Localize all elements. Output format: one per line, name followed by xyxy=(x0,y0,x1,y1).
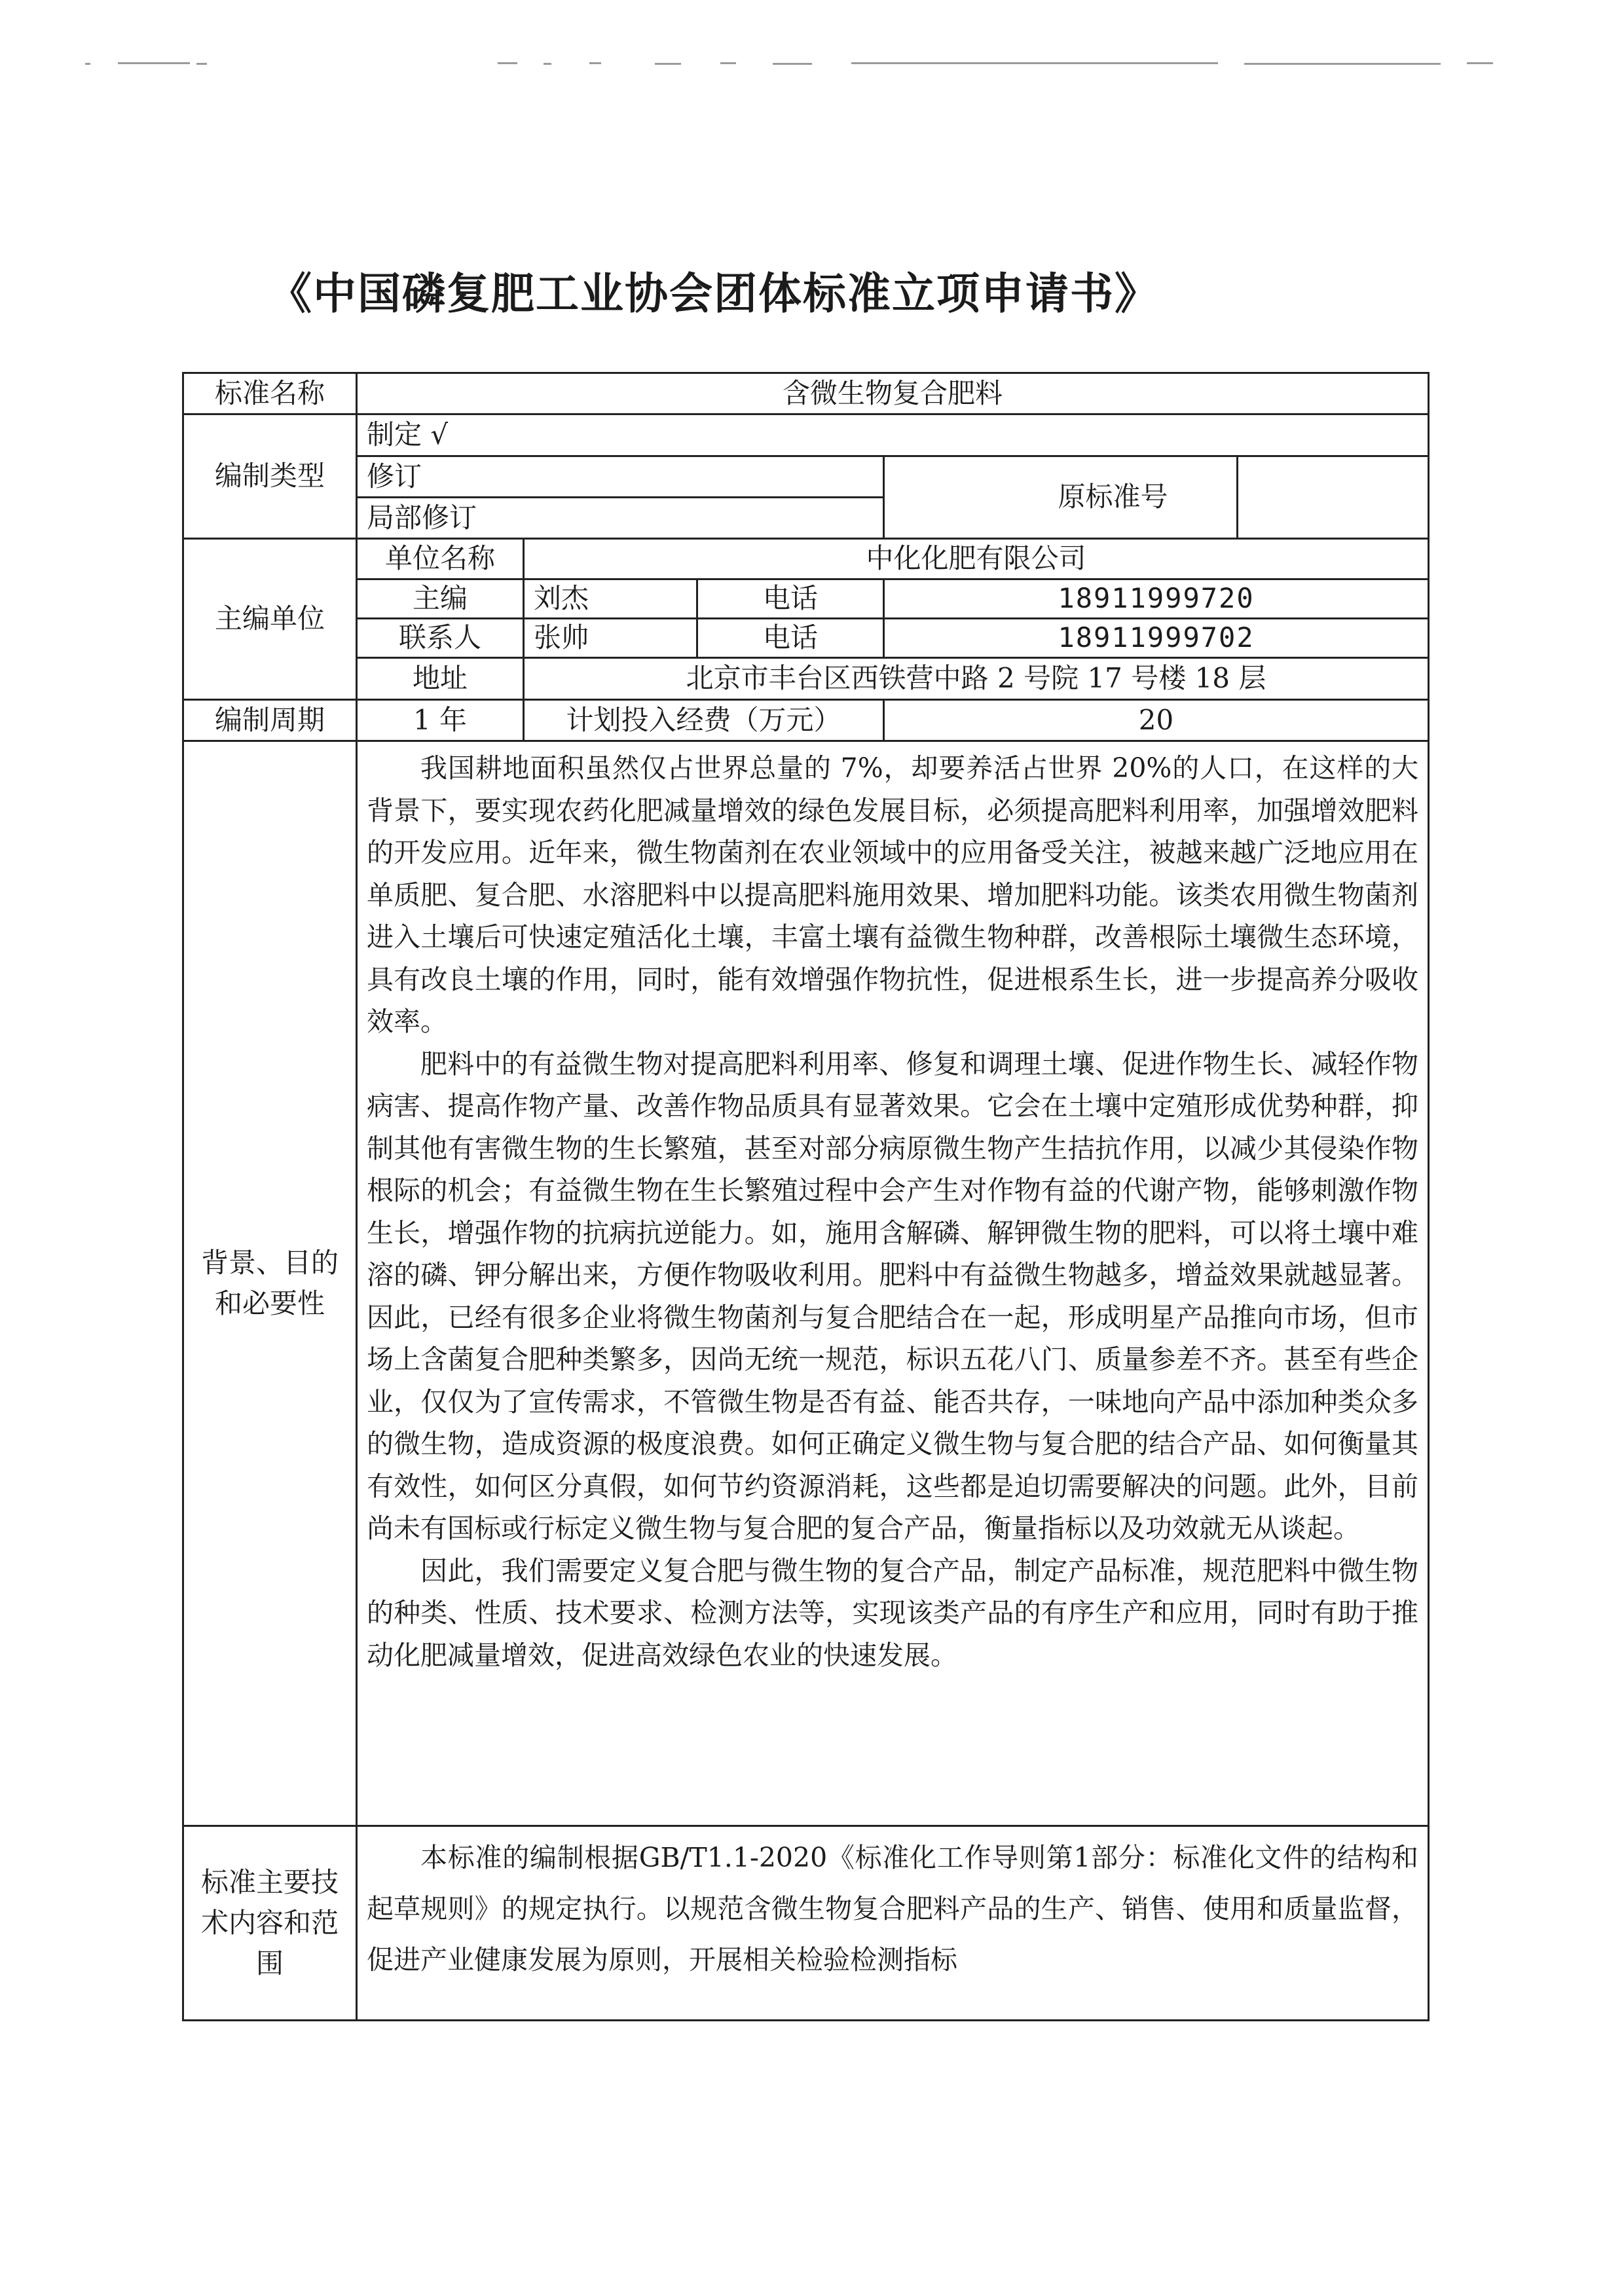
background-body xyxy=(357,741,1429,1826)
editor-phone-value: 18911999720 xyxy=(884,579,1429,619)
row-scope xyxy=(183,1826,1429,2021)
budget-label: 计划投入经费（万元） xyxy=(524,700,884,741)
standard-name-label: 标准名称 xyxy=(183,373,357,414)
unit-name-value: 中化化肥有限公司 xyxy=(524,539,1429,579)
background-paragraph: 肥料中的有益微生物对提高肥料利用率、修复和调理土壤、促进作物生长、减轻作物病害、提高作物产量、改善作物品质具有显著效果。它会在土壤中定殖形成优势种群，抑制其他有害微生物的生长繁殖，甚至对部分病原微生物产生拮抗作用，以减少其侵染作物根际的机会；有益微生物在生长繁殖过程中会产生对作物有益的代谢产物，能够刺激作物生长，增强作物的抗病抗逆能力。如，施用含解磷、解钾微生物的肥料，可以将土壤中难溶的磷、钾分解出来，方便作物吸收利用。肥料中有益微生物越多，增益效果就越显著。因此，已经有很多企业将微生物菌剂与复合肥结合在一起，形成明星产品推向市场，但市场上含菌复合肥种类繁多，因尚无统一规范，标识五花八门、质量参差不齐。甚至有些企业，仅仅为了宣传需求，不管微生物是否有益、能否共存，一味地向产品中添加种类众多的微生物，造成资源的极度浪费。如何正确定义微生物与复合肥的结合产品、如何衡量其有效性，如何区分真假，如何节约资源消耗，这些都是迫切需要解决的问题。此外，目前尚未有国标或行标定义微生物与复合肥的复合产品，衡量指标以及功效就无从谈起。 xyxy=(367,1048,1419,1544)
original-standard-number-value xyxy=(1238,456,1429,539)
row-compile-type-2 xyxy=(183,456,1429,498)
budget-value: 20 xyxy=(884,700,1429,741)
chief-editor-label: 主编 xyxy=(357,579,524,619)
contact-value: 张帅 xyxy=(524,619,697,658)
period-label: 编制周期 xyxy=(183,700,357,741)
row-background xyxy=(183,741,1429,1826)
contact-label: 联系人 xyxy=(357,619,524,658)
editor-phone-label: 电话 xyxy=(697,579,884,619)
document-title: 《中国磷复肥工业协会团体标准立项申请书》 xyxy=(268,268,1159,319)
row-address xyxy=(183,658,1429,700)
row-contact xyxy=(183,619,1429,658)
original-standard-number-label: 原标准号 xyxy=(884,456,1238,539)
address-label: 地址 xyxy=(357,658,524,700)
background-paragraph: 因此，我们需要定义复合肥与微生物的复合产品，制定产品标准，规范肥料中微生物的种类、性质、技术要求、检测方法等，实现该类产品的有序生产和应用，同时有助于推动化肥减量增效，促进高效绿色农业的快速发展。 xyxy=(367,1554,1419,1671)
row-chief-editor xyxy=(183,579,1429,619)
row-unit-name xyxy=(183,539,1429,579)
chief-editor-value: 刘杰 xyxy=(524,579,697,619)
period-value: 1 年 xyxy=(357,700,524,741)
compile-type-option-partial-revise: 局部修订 xyxy=(357,498,884,539)
compile-type-option-formulate: 制定 √ xyxy=(357,414,1429,456)
scope-text: 本标准的编制根据GB/T1.1-2020《标准化工作导则第1部分：标准化文件的结构和起草规则》的规定执行。以规范含微生物复合肥料产品的生产、销售、使用和质量监督，促进产业健康发展为原则，开展相关检验检测指标 xyxy=(367,1842,1419,1975)
scope-label: 标准主要技术内容和范围 xyxy=(183,1826,357,2021)
address-value: 北京市丰台区西铁营中路 2 号院 17 号楼 18 层 xyxy=(524,658,1429,700)
contact-phone-value: 18911999702 xyxy=(884,619,1429,658)
contact-phone-label: 电话 xyxy=(697,619,884,658)
unit-name-label: 单位名称 xyxy=(357,539,524,579)
background-paragraph: 我国耕地面积虽然仅占世界总量的 7%，却要养活占世界 20%的人口，在这样的大背景下，要实现农药化肥减量增效的绿色发展目标，必须提高肥料利用率，加强增效肥料的开发应用。近年来，微生物菌剂在农业领域中的应用备受关注，被越来越广泛地应用在单质肥、复合肥、水溶肥料中以提高肥料施用效果、增加肥料功能。该类农用微生物菌剂进入土壤后可快速定殖活化土壤，丰富土壤有益微生物种群，改善根际土壤微生态环境，具有改良土壤的作用，同时，能有效增强作物抗性，促进根系生长，进一步提高养分吸收效率。 xyxy=(367,752,1419,1037)
standard-name-value: 含微生物复合肥料 xyxy=(357,373,1429,414)
application-form-table xyxy=(182,372,1430,2021)
row-compile-type-1 xyxy=(183,414,1429,456)
scope-body xyxy=(357,1826,1429,2021)
background-label: 背景、目的和必要性 xyxy=(183,741,357,1826)
row-period xyxy=(183,700,1429,741)
row-standard-name xyxy=(183,373,1429,414)
compile-type-label: 编制类型 xyxy=(183,414,357,539)
scan-noise xyxy=(0,0,1624,79)
compile-type-option-revise: 修订 xyxy=(357,456,884,498)
chief-unit-label: 主编单位 xyxy=(183,539,357,700)
